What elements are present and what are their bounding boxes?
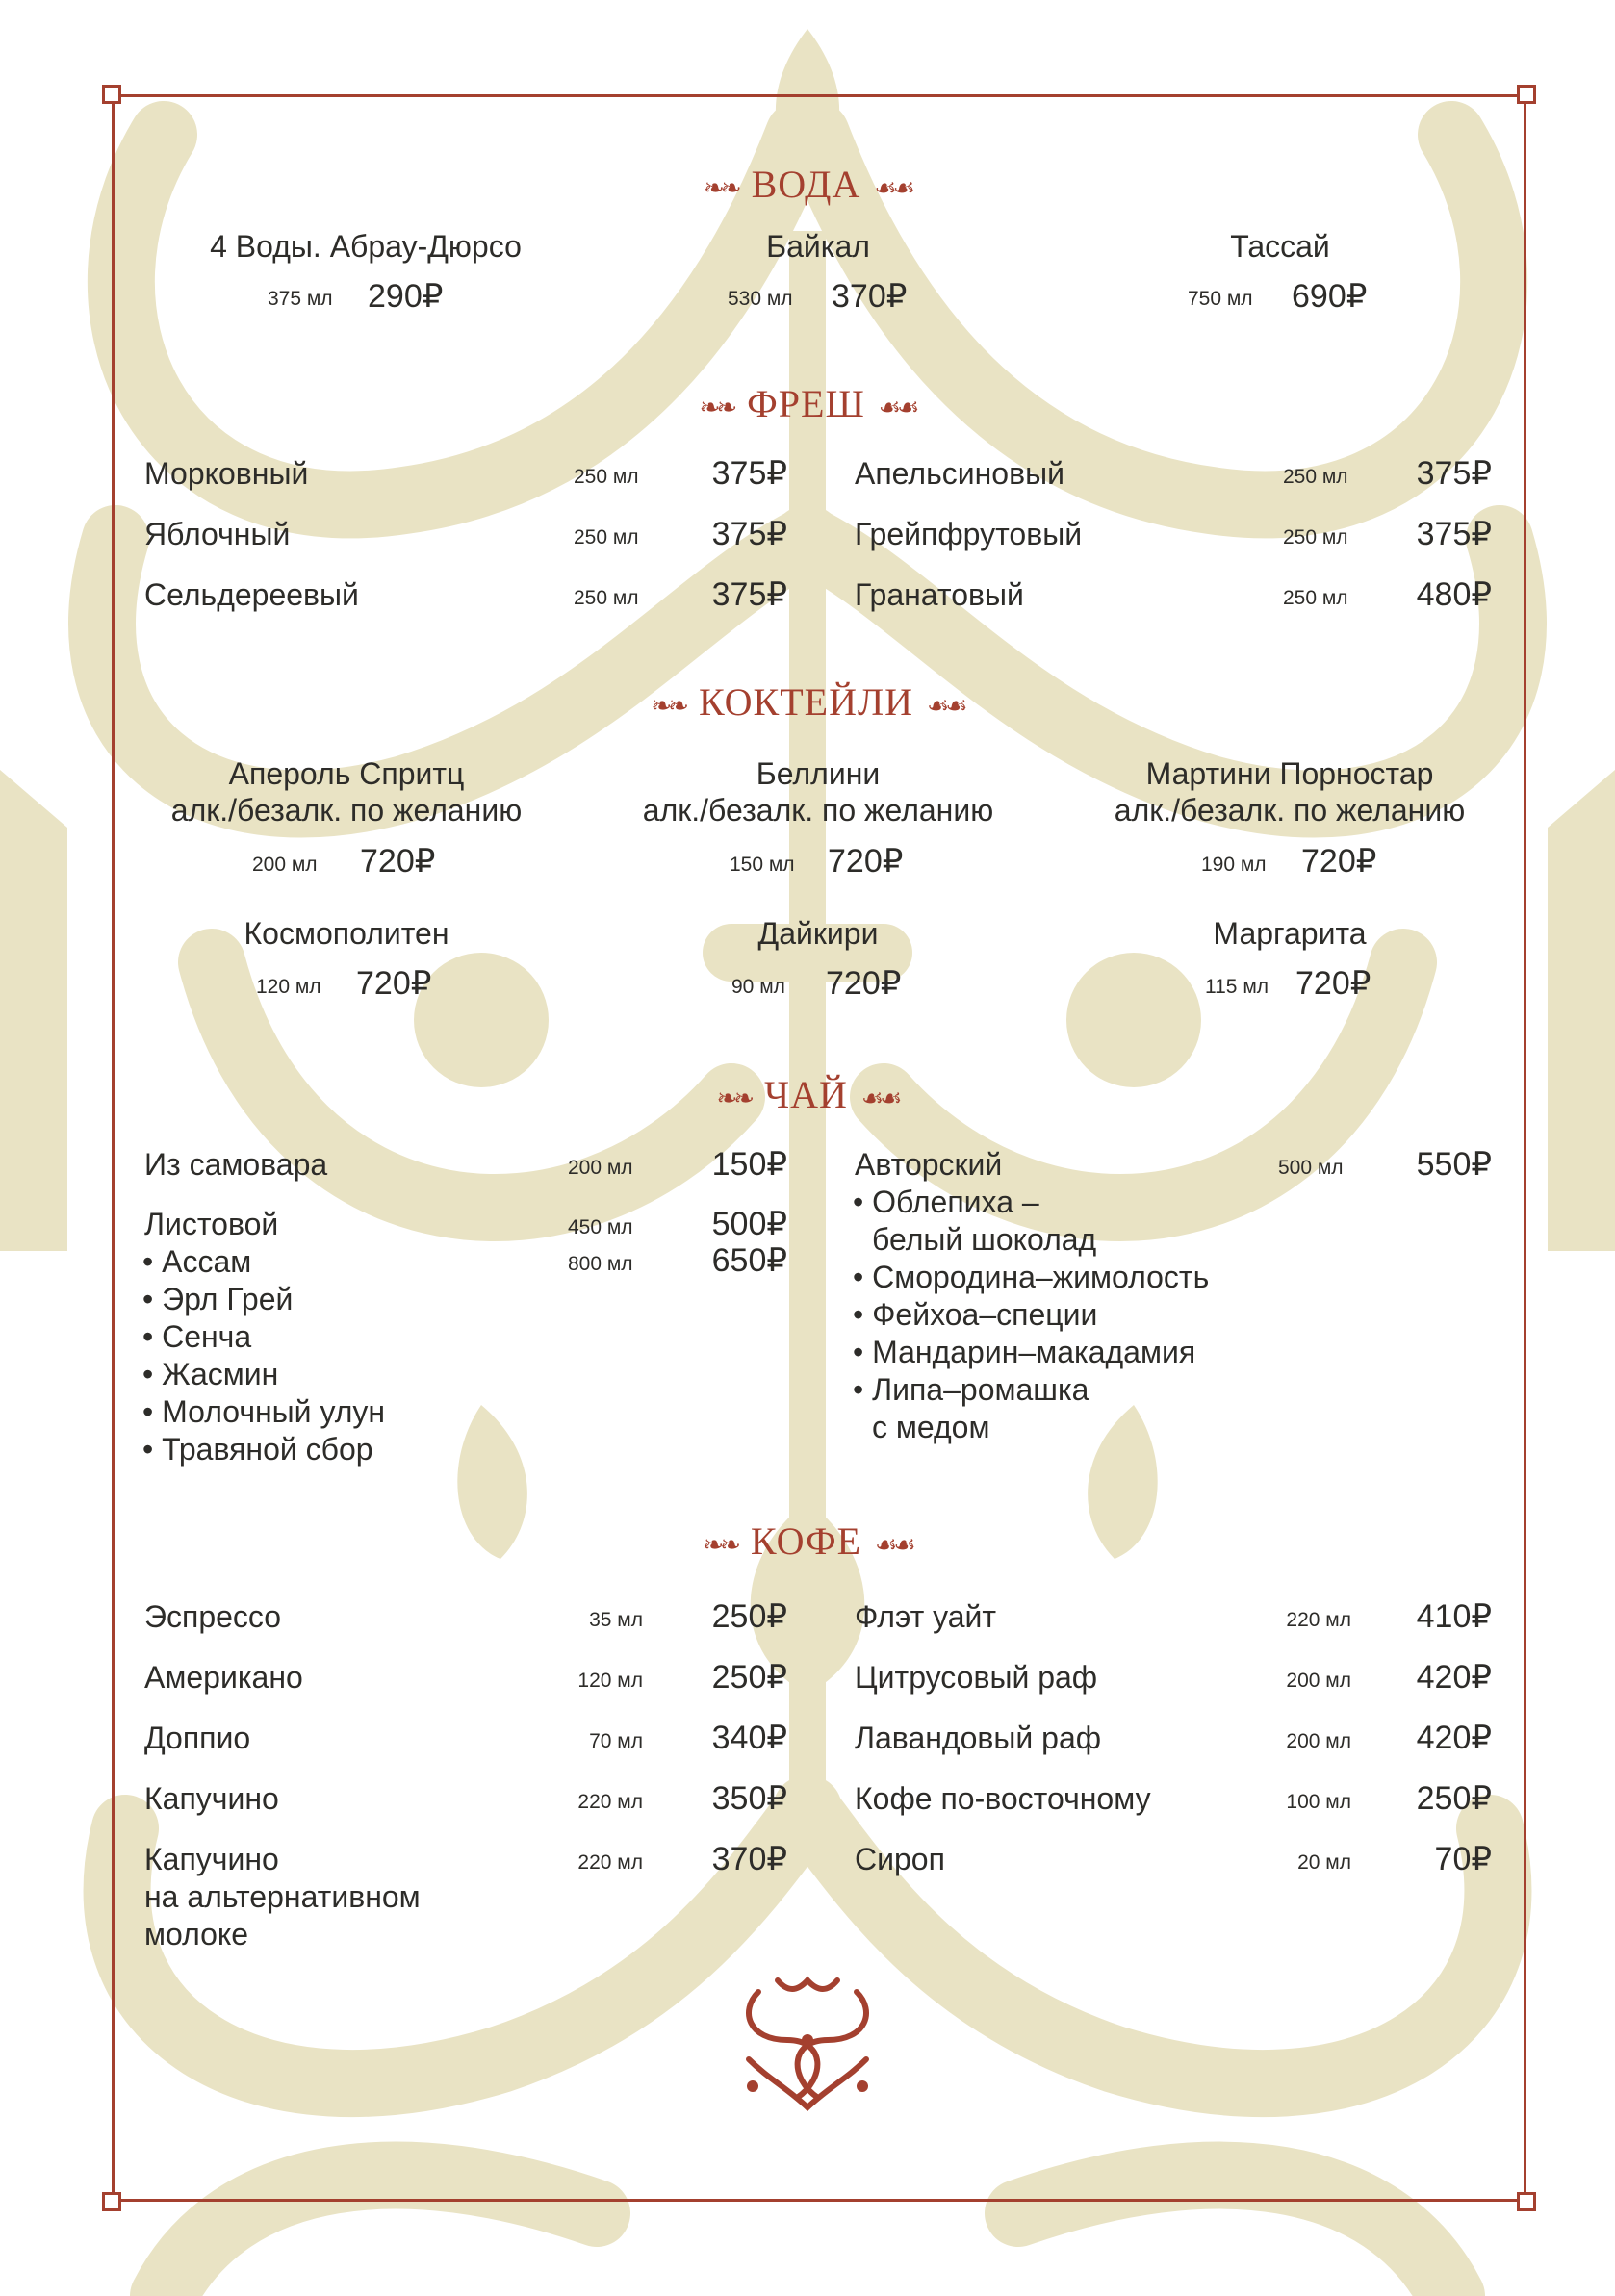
menu-item-name: Доппио bbox=[144, 1721, 251, 1755]
menu-item-name: Сельдереевый bbox=[144, 577, 359, 612]
menu-item-price: 350₽ bbox=[711, 1780, 787, 1817]
list-item: белый шоколад bbox=[872, 1222, 1097, 1257]
frame-corner bbox=[102, 85, 121, 104]
menu-item-price: 150₽ bbox=[711, 1146, 787, 1183]
section-title: КОФЕ bbox=[750, 1519, 862, 1563]
section-title: ЧАЙ bbox=[764, 1073, 848, 1116]
menu-item-price: 290₽ bbox=[368, 278, 444, 315]
menu-item-volume: 450 мл bbox=[568, 1216, 633, 1238]
list-item: • Жасмин bbox=[142, 1357, 279, 1391]
list-item: • Мандарин–макадамия bbox=[853, 1335, 1196, 1369]
menu-item-name: Беллини bbox=[756, 756, 881, 791]
menu-item-price: 720₽ bbox=[1295, 965, 1371, 1002]
menu-item-volume: 200 мл bbox=[1286, 1730, 1351, 1752]
menu-item-price: 375₽ bbox=[711, 455, 787, 492]
menu-item-volume: 530 мл bbox=[728, 288, 793, 310]
menu-item-name: 4 Воды. Абрау-Дюрсо bbox=[210, 229, 522, 264]
list-item: с медом bbox=[872, 1410, 990, 1444]
leaf-ornament-icon: ☙☙ bbox=[878, 393, 916, 421]
menu-item-volume: 220 мл bbox=[577, 1791, 643, 1813]
section-title: ВОДА bbox=[751, 163, 861, 206]
list-item: • Травяной сбор bbox=[142, 1432, 373, 1467]
menu-item-note: алк./безалк. по желанию bbox=[1114, 793, 1466, 828]
menu-item-price: 690₽ bbox=[1292, 278, 1368, 315]
menu-item-volume: 250 мл bbox=[1283, 587, 1348, 609]
menu-item-name: Флэт уайт bbox=[855, 1599, 997, 1634]
menu-item-name: Тассай bbox=[1230, 229, 1330, 264]
menu-item-volume: 35 мл bbox=[589, 1609, 643, 1631]
section-heading-tea bbox=[0, 1072, 1615, 1117]
list-item: • Ассам bbox=[142, 1244, 252, 1279]
frame-corner bbox=[1517, 85, 1536, 104]
list-item: • Фейхоа–специи bbox=[853, 1297, 1098, 1332]
leaf-ornament-icon: ☙☙ bbox=[874, 173, 911, 202]
menu-item-price: 340₽ bbox=[711, 1720, 787, 1756]
menu-item-name: Яблочный bbox=[144, 517, 291, 551]
menu-item-volume: 150 мл bbox=[730, 854, 795, 876]
list-item: • Молочный улун bbox=[142, 1394, 386, 1429]
leaf-ornament-icon: ☙☙ bbox=[875, 1530, 912, 1559]
menu-item-name: Капучино bbox=[144, 1842, 279, 1876]
menu-item-name: Лавандовый раф bbox=[855, 1721, 1102, 1755]
menu-item-volume: 220 мл bbox=[577, 1851, 643, 1874]
leaf-ornament-icon: ❧❧ bbox=[699, 393, 734, 421]
menu-item-volume: 375 мл bbox=[268, 288, 333, 310]
menu-item-name: Авторский bbox=[855, 1147, 1003, 1182]
menu-item-name: Маргарита bbox=[1213, 916, 1367, 951]
menu-item-name: молоке bbox=[144, 1917, 249, 1952]
leaf-ornament-icon: ❧❧ bbox=[704, 173, 738, 202]
menu-item-volume: 250 мл bbox=[1283, 526, 1348, 548]
menu-item-price: 720₽ bbox=[356, 965, 432, 1002]
menu-item-note: алк./безалк. по желанию bbox=[642, 793, 994, 828]
section-heading-water bbox=[0, 162, 1615, 207]
menu-item-volume: 220 мл bbox=[1286, 1609, 1351, 1631]
menu-item-volume: 115 мл bbox=[1205, 976, 1269, 998]
menu-item-price: 720₽ bbox=[360, 843, 436, 880]
menu-item-price: 375₽ bbox=[711, 516, 787, 552]
menu-item-volume: 190 мл bbox=[1201, 854, 1267, 876]
menu-item-price: 250₽ bbox=[711, 1598, 787, 1635]
tea-kinds-list bbox=[853, 1184, 1209, 1446]
menu-item-name: Апероль Спритц bbox=[228, 756, 465, 791]
menu-item-volume: 200 мл bbox=[568, 1157, 633, 1179]
menu-item-price: 420₽ bbox=[1416, 1659, 1492, 1696]
menu-item-volume: 800 мл bbox=[568, 1253, 633, 1275]
menu-item-name: Морковный bbox=[144, 456, 309, 491]
menu-item-volume: 200 мл bbox=[252, 854, 318, 876]
menu-item-price: 410₽ bbox=[1416, 1598, 1492, 1635]
menu-item-name: Цитрусовый раф bbox=[855, 1660, 1098, 1695]
menu-item-volume: 70 мл bbox=[589, 1730, 643, 1752]
menu-item-name: Эспрессо bbox=[144, 1599, 282, 1634]
menu-item-name: Американо bbox=[144, 1660, 303, 1695]
menu-item-note: алк./безалк. по желанию bbox=[170, 793, 523, 828]
menu-item-volume: 120 мл bbox=[256, 976, 321, 998]
menu-item-name: Байкал bbox=[766, 229, 870, 264]
menu-item-price: 720₽ bbox=[828, 843, 904, 880]
frame-corner bbox=[1517, 2192, 1536, 2211]
menu-item-price: 720₽ bbox=[826, 965, 902, 1002]
section-title: ФРЕШ bbox=[747, 382, 865, 425]
menu-item-price: 720₽ bbox=[1301, 843, 1377, 880]
menu-item-name: Капучино bbox=[144, 1781, 279, 1816]
section-heading-fresh bbox=[0, 381, 1615, 426]
section-heading-coffee bbox=[0, 1518, 1615, 1564]
menu-item-price: 370₽ bbox=[711, 1841, 787, 1877]
menu-item-volume: 200 мл bbox=[1286, 1670, 1351, 1692]
menu-item-volume: 250 мл bbox=[574, 466, 639, 488]
menu-item-volume: 750 мл bbox=[1188, 288, 1253, 310]
menu-item-volume: 20 мл bbox=[1297, 1851, 1351, 1874]
list-item: • Смородина–жимолость bbox=[853, 1260, 1210, 1294]
menu-item-name: Мартини Порностар bbox=[1145, 756, 1434, 791]
leaf-ornament-icon: ❧❧ bbox=[651, 691, 685, 720]
menu-item-price: 375₽ bbox=[1416, 516, 1492, 552]
leaf-ornament-icon: ☙☙ bbox=[860, 1084, 899, 1112]
menu-item-price: 650₽ bbox=[711, 1242, 787, 1279]
menu-item-volume: 250 мл bbox=[1283, 466, 1348, 488]
menu-item-price: 370₽ bbox=[832, 278, 908, 315]
menu-item-price: 250₽ bbox=[711, 1659, 787, 1696]
menu-item-price: 550₽ bbox=[1416, 1146, 1492, 1183]
frame-corner bbox=[102, 2192, 121, 2211]
menu-item-volume: 100 мл bbox=[1286, 1791, 1351, 1813]
list-item: • Эрл Грей bbox=[142, 1282, 294, 1316]
menu-item-name: Кофе по-восточному bbox=[855, 1781, 1151, 1816]
menu-item-price: 70₽ bbox=[1434, 1841, 1492, 1877]
leaf-ornament-icon: ☙☙ bbox=[926, 691, 964, 720]
list-item: • Облепиха – bbox=[853, 1185, 1039, 1219]
menu-item-name: Дайкири bbox=[757, 916, 879, 951]
list-item: • Сенча bbox=[142, 1319, 252, 1354]
menu-item-volume: 120 мл bbox=[577, 1670, 643, 1692]
menu-item-name: Из самовара bbox=[144, 1147, 328, 1182]
menu-item-price: 480₽ bbox=[1416, 576, 1492, 613]
menu-item-price: 375₽ bbox=[711, 576, 787, 613]
tea-kinds-list bbox=[142, 1243, 385, 1468]
monogram-logo bbox=[730, 1973, 885, 2117]
menu-item-price: 250₽ bbox=[1416, 1780, 1492, 1817]
menu-item-name: на альтернативном bbox=[144, 1879, 421, 1914]
leaf-ornament-icon: ❧❧ bbox=[716, 1084, 752, 1112]
menu-item-price: 420₽ bbox=[1416, 1720, 1492, 1756]
menu-item-volume: 250 мл bbox=[574, 587, 639, 609]
menu-item-name: Сироп bbox=[855, 1842, 945, 1876]
menu-item-volume: 90 мл bbox=[731, 976, 785, 998]
list-item: • Липа–ромашка bbox=[853, 1372, 1089, 1407]
menu-item-name: Грейпфрутовый bbox=[855, 517, 1083, 551]
menu-item-name: Космополитен bbox=[244, 916, 449, 951]
menu-item-volume: 500 мл bbox=[1278, 1157, 1344, 1179]
menu-item-name: Гранатовый bbox=[855, 577, 1024, 612]
menu-item-name: Листовой bbox=[144, 1207, 279, 1241]
section-heading-cocktails bbox=[0, 679, 1615, 725]
leaf-ornament-icon: ❧❧ bbox=[703, 1530, 737, 1559]
section-title: КОКТЕЙЛИ bbox=[698, 680, 913, 724]
menu-item-price: 500₽ bbox=[711, 1206, 787, 1242]
menu-item-volume: 250 мл bbox=[574, 526, 639, 548]
menu-item-name: Апельсиновый bbox=[855, 456, 1064, 491]
menu-item-price: 375₽ bbox=[1416, 455, 1492, 492]
